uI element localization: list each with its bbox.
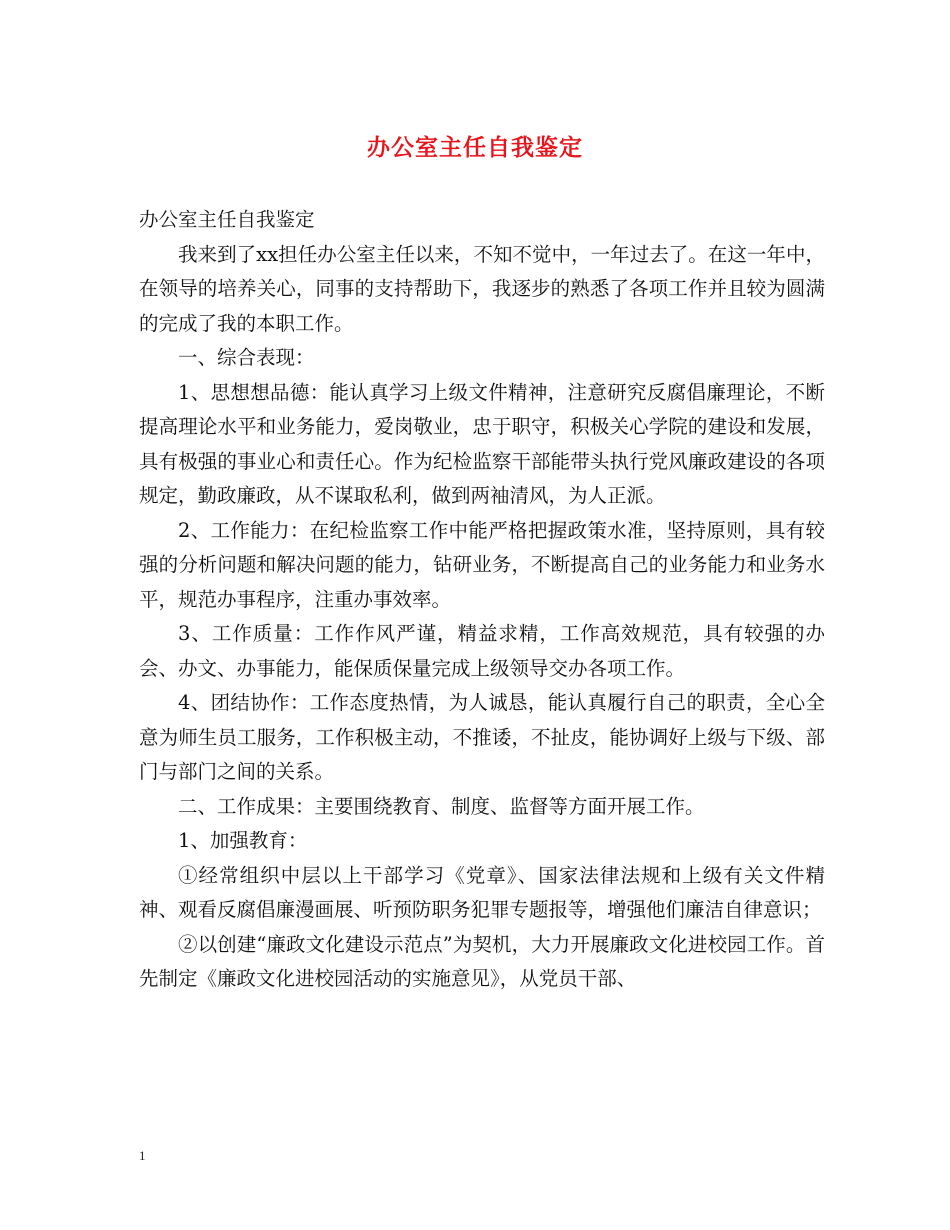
paragraph: 3、工作质量：工作作风严谨，精益求精，工作高效规范，具有较强的办会、办文、办事能力，能保质保量完成上级领导交办各项工作。 (139, 622, 825, 680)
paragraph: ①经常组织中层以上干部学习《党章》、国家法律法规和上级有关文件精神、观看反腐倡廉漫画展、听预防职务犯罪专题报等，增强他们廉洁自律意识； (139, 863, 825, 921)
paragraph: ②以创建“廉政文化建设示范点”为契机，大力开展廉政文化进校园工作。首先制定《廉政文化进校园活动的实施意见》，从党员干部、 (139, 932, 825, 990)
document-body (139, 203, 825, 997)
document-title: 办公室主任自我鉴定 (367, 134, 583, 161)
paragraph: 我来到了xx担任办公室主任以来，不知不觉中，一年过去了。在这一年中，在领导的培养关心，同事的支持帮助下，我逐步的熟悉了各项工作并且较为圆满的完成了我的本职工作。 (139, 242, 825, 335)
page-number: 1 (139, 1148, 146, 1163)
subsection-heading: 1、加强教育： (178, 829, 308, 852)
paragraph: 1、思想想品德：能认真学习上级文件精神，注意研究反腐倡廉理论，不断提高理论水平和业务能力，爱岗敬业，忠于职守，积极关心学院的建设和发展，具有极强的事业心和责任心。作为纪检监察干部能带头执行党风廉政建设的各项规定，勤政廉政，从不谋取私利，做到两袖清风，为人正派。 (139, 380, 825, 507)
body-heading: 办公室主任自我鉴定 (139, 208, 315, 231)
section-heading: 二、工作成果：主要围绕教育、制度、监督等方面开展工作。 (178, 794, 705, 818)
paragraph: 2、工作能力：在纪检监察工作中能严格把握政策水准，坚持原则，具有较强的分析问题和解决问题的能力，钻研业务，不断提高自己的业务能力和业务水平，规范办事程序，注重办事效率。 (139, 518, 825, 611)
paragraph: 4、团结协作：工作态度热情，为人诚恳，能认真履行自己的职责，全心全意为师生员工服务，工作积极主动，不推诿，不扯皮，能协调好上级与下级、部门与部门之间的关系。 (139, 691, 825, 783)
section-heading: 一、综合表现： (178, 346, 315, 369)
